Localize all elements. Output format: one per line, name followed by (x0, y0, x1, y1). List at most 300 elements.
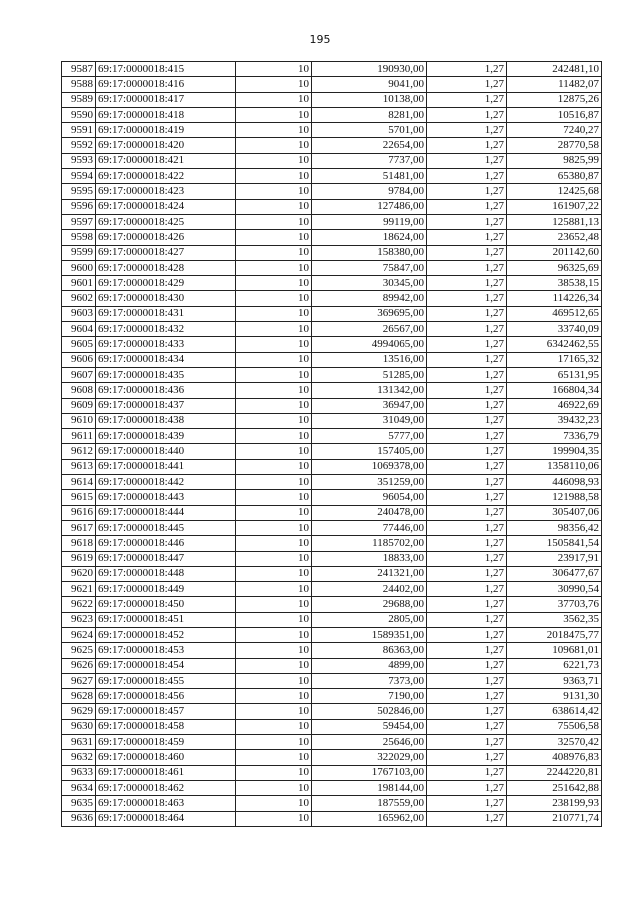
coefficient-cell: 10 (236, 811, 312, 826)
cadastral-number-cell: 69:17:0000018:434 (96, 352, 236, 367)
area-cell: 5701,00 (312, 123, 427, 138)
factor-cell: 1,27 (427, 352, 507, 367)
cadastral-number-cell: 69:17:0000018:432 (96, 322, 236, 337)
area-cell: 29688,00 (312, 597, 427, 612)
row-number-cell: 9615 (62, 490, 96, 505)
cadastral-number-cell: 69:17:0000018:431 (96, 306, 236, 321)
factor-cell: 1,27 (427, 199, 507, 214)
cadastral-number-cell: 69:17:0000018:424 (96, 199, 236, 214)
value-cell: 28770,58 (507, 138, 602, 153)
area-cell: 4994065,00 (312, 337, 427, 352)
factor-cell: 1,27 (427, 138, 507, 153)
table-row (62, 597, 602, 612)
cadastral-number-cell: 69:17:0000018:442 (96, 475, 236, 490)
row-number-cell: 9613 (62, 459, 96, 474)
table-row (62, 750, 602, 765)
value-cell: 6342462,55 (507, 337, 602, 352)
cadastral-number-cell: 69:17:0000018:443 (96, 490, 236, 505)
factor-cell: 1,27 (427, 123, 507, 138)
data-table (61, 61, 602, 827)
cadastral-number-cell: 69:17:0000018:419 (96, 123, 236, 138)
coefficient-cell: 10 (236, 322, 312, 337)
area-cell: 22654,00 (312, 138, 427, 153)
factor-cell: 1,27 (427, 597, 507, 612)
coefficient-cell: 10 (236, 306, 312, 321)
factor-cell: 1,27 (427, 291, 507, 306)
value-cell: 98356,42 (507, 520, 602, 535)
coefficient-cell: 10 (236, 735, 312, 750)
row-number-cell: 9605 (62, 337, 96, 352)
area-cell: 10138,00 (312, 92, 427, 107)
value-cell: 9825,99 (507, 153, 602, 168)
coefficient-cell: 10 (236, 184, 312, 199)
row-number-cell: 9617 (62, 520, 96, 535)
row-number-cell: 9636 (62, 811, 96, 826)
value-cell: 3562,35 (507, 612, 602, 627)
factor-cell: 1,27 (427, 184, 507, 199)
cadastral-number-cell: 69:17:0000018:441 (96, 459, 236, 474)
factor-cell: 1,27 (427, 520, 507, 535)
factor-cell: 1,27 (427, 689, 507, 704)
coefficient-cell: 10 (236, 230, 312, 245)
area-cell: 25646,00 (312, 735, 427, 750)
factor-cell: 1,27 (427, 107, 507, 122)
cadastral-number-cell: 69:17:0000018:435 (96, 367, 236, 382)
coefficient-cell: 10 (236, 475, 312, 490)
cadastral-number-cell: 69:17:0000018:459 (96, 735, 236, 750)
row-number-cell: 9631 (62, 735, 96, 750)
area-cell: 2805,00 (312, 612, 427, 627)
area-cell: 5777,00 (312, 429, 427, 444)
coefficient-cell: 10 (236, 169, 312, 184)
factor-cell: 1,27 (427, 719, 507, 734)
coefficient-cell: 10 (236, 520, 312, 535)
coefficient-cell: 10 (236, 566, 312, 581)
coefficient-cell: 10 (236, 245, 312, 260)
factor-cell: 1,27 (427, 260, 507, 275)
value-cell: 7336,79 (507, 429, 602, 444)
area-cell: 1589351,00 (312, 627, 427, 642)
coefficient-cell: 10 (236, 429, 312, 444)
table-row (62, 536, 602, 551)
factor-cell: 1,27 (427, 750, 507, 765)
row-number-cell: 9602 (62, 291, 96, 306)
value-cell: 33740,09 (507, 322, 602, 337)
factor-cell: 1,27 (427, 475, 507, 490)
coefficient-cell: 10 (236, 643, 312, 658)
table-row (62, 658, 602, 673)
coefficient-cell: 10 (236, 383, 312, 398)
factor-cell: 1,27 (427, 566, 507, 581)
cadastral-number-cell: 69:17:0000018:453 (96, 643, 236, 658)
value-cell: 6221,73 (507, 658, 602, 673)
value-cell: 446098,93 (507, 475, 602, 490)
cadastral-number-cell: 69:17:0000018:464 (96, 811, 236, 826)
area-cell: 322029,00 (312, 750, 427, 765)
area-cell: 4899,00 (312, 658, 427, 673)
factor-cell: 1,27 (427, 658, 507, 673)
coefficient-cell: 10 (236, 367, 312, 382)
cadastral-number-cell: 69:17:0000018:437 (96, 398, 236, 413)
cadastral-number-cell: 69:17:0000018:438 (96, 413, 236, 428)
row-number-cell: 9607 (62, 367, 96, 382)
table-row (62, 199, 602, 214)
value-cell: 30990,54 (507, 582, 602, 597)
row-number-cell: 9634 (62, 780, 96, 795)
table-row (62, 260, 602, 275)
row-number-cell: 9610 (62, 413, 96, 428)
value-cell: 17165,32 (507, 352, 602, 367)
coefficient-cell: 10 (236, 612, 312, 627)
coefficient-cell: 10 (236, 750, 312, 765)
coefficient-cell: 10 (236, 214, 312, 229)
row-number-cell: 9635 (62, 796, 96, 811)
cadastral-number-cell: 69:17:0000018:418 (96, 107, 236, 122)
factor-cell: 1,27 (427, 62, 507, 77)
cadastral-number-cell: 69:17:0000018:455 (96, 673, 236, 688)
factor-cell: 1,27 (427, 582, 507, 597)
row-number-cell: 9600 (62, 260, 96, 275)
area-cell: 30345,00 (312, 276, 427, 291)
value-cell: 9363,71 (507, 673, 602, 688)
area-cell: 96054,00 (312, 490, 427, 505)
factor-cell: 1,27 (427, 153, 507, 168)
coefficient-cell: 10 (236, 551, 312, 566)
row-number-cell: 9589 (62, 92, 96, 107)
row-number-cell: 9620 (62, 566, 96, 581)
table-row (62, 475, 602, 490)
coefficient-cell: 10 (236, 352, 312, 367)
value-cell: 39432,23 (507, 413, 602, 428)
cadastral-number-cell: 69:17:0000018:428 (96, 260, 236, 275)
area-cell: 502846,00 (312, 704, 427, 719)
coefficient-cell: 10 (236, 704, 312, 719)
value-cell: 12425,68 (507, 184, 602, 199)
factor-cell: 1,27 (427, 780, 507, 795)
table-row (62, 796, 602, 811)
table-row (62, 673, 602, 688)
area-cell: 1185702,00 (312, 536, 427, 551)
cadastral-number-cell: 69:17:0000018:454 (96, 658, 236, 673)
area-cell: 18833,00 (312, 551, 427, 566)
area-cell: 9041,00 (312, 77, 427, 92)
coefficient-cell: 10 (236, 337, 312, 352)
area-cell: 127486,00 (312, 199, 427, 214)
table-row (62, 566, 602, 581)
factor-cell: 1,27 (427, 214, 507, 229)
row-number-cell: 9630 (62, 719, 96, 734)
area-cell: 131342,00 (312, 383, 427, 398)
value-cell: 125881,13 (507, 214, 602, 229)
coefficient-cell: 10 (236, 199, 312, 214)
coefficient-cell: 10 (236, 260, 312, 275)
value-cell: 96325,69 (507, 260, 602, 275)
value-cell: 166804,34 (507, 383, 602, 398)
cadastral-number-cell: 69:17:0000018:463 (96, 796, 236, 811)
factor-cell: 1,27 (427, 77, 507, 92)
value-cell: 65131,95 (507, 367, 602, 382)
cadastral-number-cell: 69:17:0000018:444 (96, 505, 236, 520)
row-number-cell: 9597 (62, 214, 96, 229)
row-number-cell: 9591 (62, 123, 96, 138)
cadastral-number-cell: 69:17:0000018:415 (96, 62, 236, 77)
value-cell: 638614,42 (507, 704, 602, 719)
cadastral-number-cell: 69:17:0000018:439 (96, 429, 236, 444)
table-row (62, 184, 602, 199)
value-cell: 2244220,81 (507, 765, 602, 780)
factor-cell: 1,27 (427, 337, 507, 352)
cadastral-number-cell: 69:17:0000018:427 (96, 245, 236, 260)
coefficient-cell: 10 (236, 689, 312, 704)
page-number: 195 (309, 33, 331, 46)
coefficient-cell: 10 (236, 658, 312, 673)
table-row (62, 444, 602, 459)
row-number-cell: 9604 (62, 322, 96, 337)
cadastral-number-cell: 69:17:0000018:440 (96, 444, 236, 459)
cadastral-number-cell: 69:17:0000018:452 (96, 627, 236, 642)
table-row (62, 520, 602, 535)
value-cell: 306477,67 (507, 566, 602, 581)
table-row (62, 811, 602, 826)
coefficient-cell: 10 (236, 459, 312, 474)
table-row (62, 107, 602, 122)
table-row (62, 291, 602, 306)
value-cell: 12875,26 (507, 92, 602, 107)
table-row (62, 505, 602, 520)
value-cell: 242481,10 (507, 62, 602, 77)
factor-cell: 1,27 (427, 796, 507, 811)
cadastral-number-cell: 69:17:0000018:430 (96, 291, 236, 306)
row-number-cell: 9633 (62, 765, 96, 780)
area-cell: 99119,00 (312, 214, 427, 229)
value-cell: 7240,27 (507, 123, 602, 138)
area-cell: 240478,00 (312, 505, 427, 520)
value-cell: 11482,07 (507, 77, 602, 92)
table-row (62, 230, 602, 245)
value-cell: 9131,30 (507, 689, 602, 704)
value-cell: 75506,58 (507, 719, 602, 734)
table-row (62, 77, 602, 92)
cadastral-number-cell: 69:17:0000018:456 (96, 689, 236, 704)
row-number-cell: 9611 (62, 429, 96, 444)
factor-cell: 1,27 (427, 490, 507, 505)
area-cell: 89942,00 (312, 291, 427, 306)
row-number-cell: 9590 (62, 107, 96, 122)
row-number-cell: 9628 (62, 689, 96, 704)
table-row (62, 643, 602, 658)
cadastral-number-cell: 69:17:0000018:421 (96, 153, 236, 168)
area-cell: 7373,00 (312, 673, 427, 688)
table-row (62, 352, 602, 367)
coefficient-cell: 10 (236, 765, 312, 780)
value-cell: 23652,48 (507, 230, 602, 245)
coefficient-cell: 10 (236, 153, 312, 168)
table-row (62, 735, 602, 750)
row-number-cell: 9595 (62, 184, 96, 199)
coefficient-cell: 10 (236, 444, 312, 459)
cadastral-number-cell: 69:17:0000018:450 (96, 597, 236, 612)
table-row (62, 765, 602, 780)
table-row (62, 169, 602, 184)
table-row (62, 627, 602, 642)
coefficient-cell: 10 (236, 92, 312, 107)
value-cell: 114226,34 (507, 291, 602, 306)
factor-cell: 1,27 (427, 306, 507, 321)
table-row (62, 612, 602, 627)
factor-cell: 1,27 (427, 505, 507, 520)
row-number-cell: 9608 (62, 383, 96, 398)
coefficient-cell: 10 (236, 413, 312, 428)
coefficient-cell: 10 (236, 77, 312, 92)
value-cell: 37703,76 (507, 597, 602, 612)
cadastral-number-cell: 69:17:0000018:429 (96, 276, 236, 291)
table-row (62, 276, 602, 291)
table-row (62, 704, 602, 719)
factor-cell: 1,27 (427, 367, 507, 382)
cadastral-number-cell: 69:17:0000018:448 (96, 566, 236, 581)
cadastral-number-cell: 69:17:0000018:447 (96, 551, 236, 566)
cadastral-number-cell: 69:17:0000018:449 (96, 582, 236, 597)
table-row (62, 138, 602, 153)
coefficient-cell: 10 (236, 536, 312, 551)
factor-cell: 1,27 (427, 704, 507, 719)
table-row (62, 719, 602, 734)
area-cell: 9784,00 (312, 184, 427, 199)
table-row (62, 780, 602, 795)
row-number-cell: 9618 (62, 536, 96, 551)
value-cell: 251642,88 (507, 780, 602, 795)
table-row (62, 306, 602, 321)
cadastral-number-cell: 69:17:0000018:423 (96, 184, 236, 199)
cadastral-number-cell: 69:17:0000018:461 (96, 765, 236, 780)
table-row (62, 245, 602, 260)
area-cell: 351259,00 (312, 475, 427, 490)
area-cell: 190930,00 (312, 62, 427, 77)
table-row (62, 92, 602, 107)
cadastral-number-cell: 69:17:0000018:436 (96, 383, 236, 398)
factor-cell: 1,27 (427, 429, 507, 444)
cadastral-number-cell: 69:17:0000018:457 (96, 704, 236, 719)
value-cell: 201142,60 (507, 245, 602, 260)
table-row (62, 459, 602, 474)
area-cell: 24402,00 (312, 582, 427, 597)
row-number-cell: 9594 (62, 169, 96, 184)
coefficient-cell: 10 (236, 490, 312, 505)
factor-cell: 1,27 (427, 276, 507, 291)
factor-cell: 1,27 (427, 413, 507, 428)
value-cell: 32570,42 (507, 735, 602, 750)
table-row (62, 582, 602, 597)
area-cell: 8281,00 (312, 107, 427, 122)
coefficient-cell: 10 (236, 627, 312, 642)
table-row (62, 429, 602, 444)
coefficient-cell: 10 (236, 123, 312, 138)
area-cell: 369695,00 (312, 306, 427, 321)
value-cell: 1505841,54 (507, 536, 602, 551)
row-number-cell: 9626 (62, 658, 96, 673)
factor-cell: 1,27 (427, 459, 507, 474)
factor-cell: 1,27 (427, 444, 507, 459)
row-number-cell: 9622 (62, 597, 96, 612)
factor-cell: 1,27 (427, 811, 507, 826)
coefficient-cell: 10 (236, 138, 312, 153)
factor-cell: 1,27 (427, 383, 507, 398)
row-number-cell: 9598 (62, 230, 96, 245)
value-cell: 2018475,77 (507, 627, 602, 642)
cadastral-number-cell: 69:17:0000018:417 (96, 92, 236, 107)
area-cell: 51481,00 (312, 169, 427, 184)
factor-cell: 1,27 (427, 612, 507, 627)
table-row (62, 214, 602, 229)
factor-cell: 1,27 (427, 536, 507, 551)
coefficient-cell: 10 (236, 107, 312, 122)
area-cell: 86363,00 (312, 643, 427, 658)
factor-cell: 1,27 (427, 673, 507, 688)
factor-cell: 1,27 (427, 551, 507, 566)
coefficient-cell: 10 (236, 291, 312, 306)
table-row (62, 689, 602, 704)
value-cell: 10516,87 (507, 107, 602, 122)
coefficient-cell: 10 (236, 276, 312, 291)
cadastral-number-cell: 69:17:0000018:426 (96, 230, 236, 245)
area-cell: 165962,00 (312, 811, 427, 826)
row-number-cell: 9601 (62, 276, 96, 291)
cadastral-number-cell: 69:17:0000018:462 (96, 780, 236, 795)
value-cell: 161907,22 (507, 199, 602, 214)
coefficient-cell: 10 (236, 62, 312, 77)
area-cell: 51285,00 (312, 367, 427, 382)
table-row (62, 383, 602, 398)
row-number-cell: 9603 (62, 306, 96, 321)
factor-cell: 1,27 (427, 735, 507, 750)
row-number-cell: 9588 (62, 77, 96, 92)
row-number-cell: 9627 (62, 673, 96, 688)
area-cell: 31049,00 (312, 413, 427, 428)
coefficient-cell: 10 (236, 398, 312, 413)
row-number-cell: 9612 (62, 444, 96, 459)
area-cell: 75847,00 (312, 260, 427, 275)
row-number-cell: 9623 (62, 612, 96, 627)
factor-cell: 1,27 (427, 322, 507, 337)
coefficient-cell: 10 (236, 505, 312, 520)
table-row (62, 153, 602, 168)
factor-cell: 1,27 (427, 169, 507, 184)
area-cell: 13516,00 (312, 352, 427, 367)
row-number-cell: 9621 (62, 582, 96, 597)
area-cell: 158380,00 (312, 245, 427, 260)
area-cell: 1069378,00 (312, 459, 427, 474)
cadastral-number-cell: 69:17:0000018:460 (96, 750, 236, 765)
area-cell: 157405,00 (312, 444, 427, 459)
coefficient-cell: 10 (236, 673, 312, 688)
area-cell: 77446,00 (312, 520, 427, 535)
table-row (62, 367, 602, 382)
row-number-cell: 9624 (62, 627, 96, 642)
row-number-cell: 9625 (62, 643, 96, 658)
cadastral-number-cell: 69:17:0000018:446 (96, 536, 236, 551)
coefficient-cell: 10 (236, 780, 312, 795)
cadastral-number-cell: 69:17:0000018:422 (96, 169, 236, 184)
row-number-cell: 9599 (62, 245, 96, 260)
row-number-cell: 9592 (62, 138, 96, 153)
value-cell: 1358110,06 (507, 459, 602, 474)
table-body (62, 62, 602, 827)
area-cell: 18624,00 (312, 230, 427, 245)
value-cell: 199904,35 (507, 444, 602, 459)
row-number-cell: 9593 (62, 153, 96, 168)
value-cell: 305407,06 (507, 505, 602, 520)
table-row (62, 398, 602, 413)
